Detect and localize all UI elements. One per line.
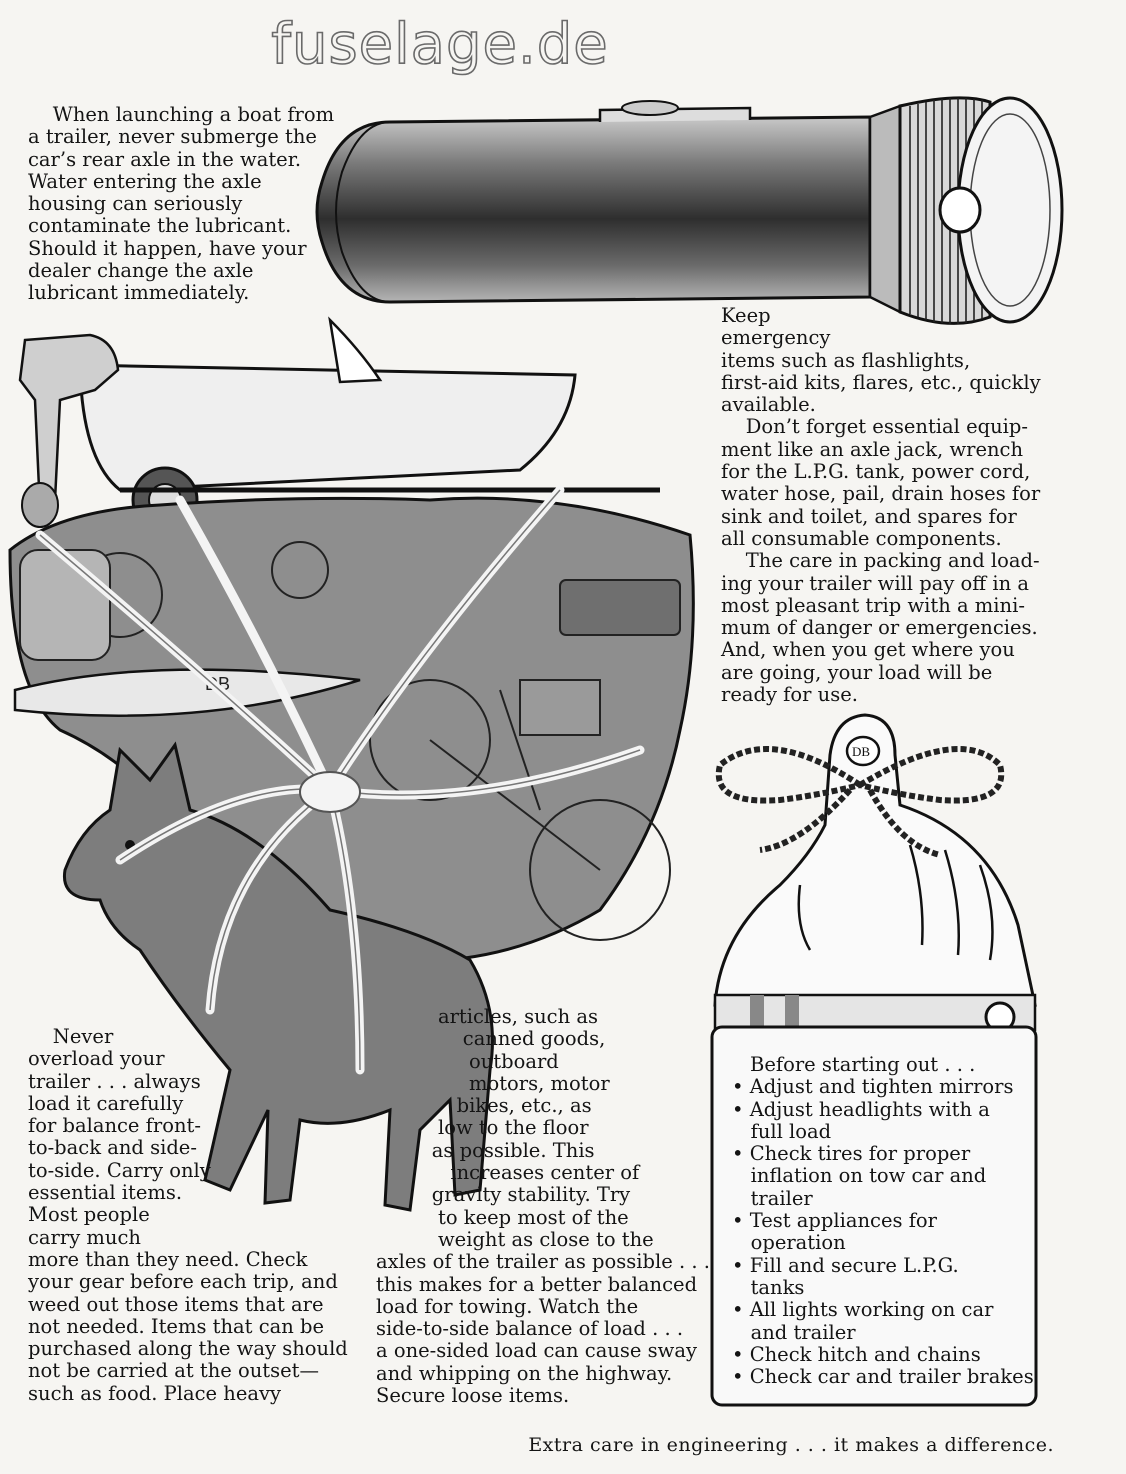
overload-paragraph: Never overload your trailer . . . always load it carefully for balance front- to-back and side- to-side. Carry only essential items. Most people carry much more than they need. Check your gear before each trip, and weed out those items that are not needed. Items that can be purchased along the way should not be carried at the outset— such as food. Place heavy — [28, 1025, 348, 1405]
boat-db-label: DB — [205, 674, 231, 694]
checklist — [732, 1054, 1034, 1388]
flashlight-illustration — [310, 92, 1070, 337]
checklist-item: • Adjust and tighten mirrors — [732, 1075, 1014, 1099]
checklist-title: Before starting out . . . — [750, 1053, 976, 1076]
tag-db-logo: DB — [852, 744, 871, 759]
checklist-item: • Check car and trailer brakes — [732, 1365, 1034, 1389]
checklist-item: • Test appliances for operation — [732, 1209, 937, 1255]
checklist-item: • All lights working on car and trailer — [732, 1298, 994, 1344]
watermark: fuselage.de — [271, 12, 609, 77]
emergency-paragraph: Keep emergency items such as flashlights, first-aid kits, flares, etc., quickly available. Don’t forget essential equip- ment like an axle jack, wrench for the L.P.G. tank, power cord, water hose, pail, drain hoses for sink and toilet, and spares for all consumable components. The care in packing and load- ing your trailer will pay off in a most pleasant trip with a mini- mum of danger or emergencies. And, when you get where you are going, your load will be ready for use. — [721, 304, 1041, 707]
articles-paragraph: articles, such as canned goods, outboard motors, motor bikes, etc., as low to the floor as possible. This increases center of gravity stability. Try to keep most of the weight as close to the axles of the trailer as possible . . . this makes for a better balanced load for towing. Watch the side-to-side balance of load . . . a one-sided load can cause sway and whipping on the highway. Secure loose items. — [376, 1005, 710, 1408]
checklist-item: • Check hitch and chains — [732, 1342, 981, 1366]
checklist-item: • Check tires for proper inflation on tow car and trailer — [732, 1142, 987, 1210]
footer-tagline: Extra care in engineering . . . it makes a difference. — [528, 1434, 1054, 1456]
checklist-item: • Fill and secure L.P.G. tanks — [732, 1253, 959, 1299]
checklist-item: • Adjust headlights with a full load — [732, 1097, 990, 1143]
checklist-items — [732, 1076, 1034, 1388]
launching-paragraph: When launching a boat from a trailer, never submerge the car’s rear axle in the water. Water entering the axle housing can seriously contaminate the lubricant. Should it happen, have your dealer change the axle lubricant immediately. — [28, 103, 335, 305]
